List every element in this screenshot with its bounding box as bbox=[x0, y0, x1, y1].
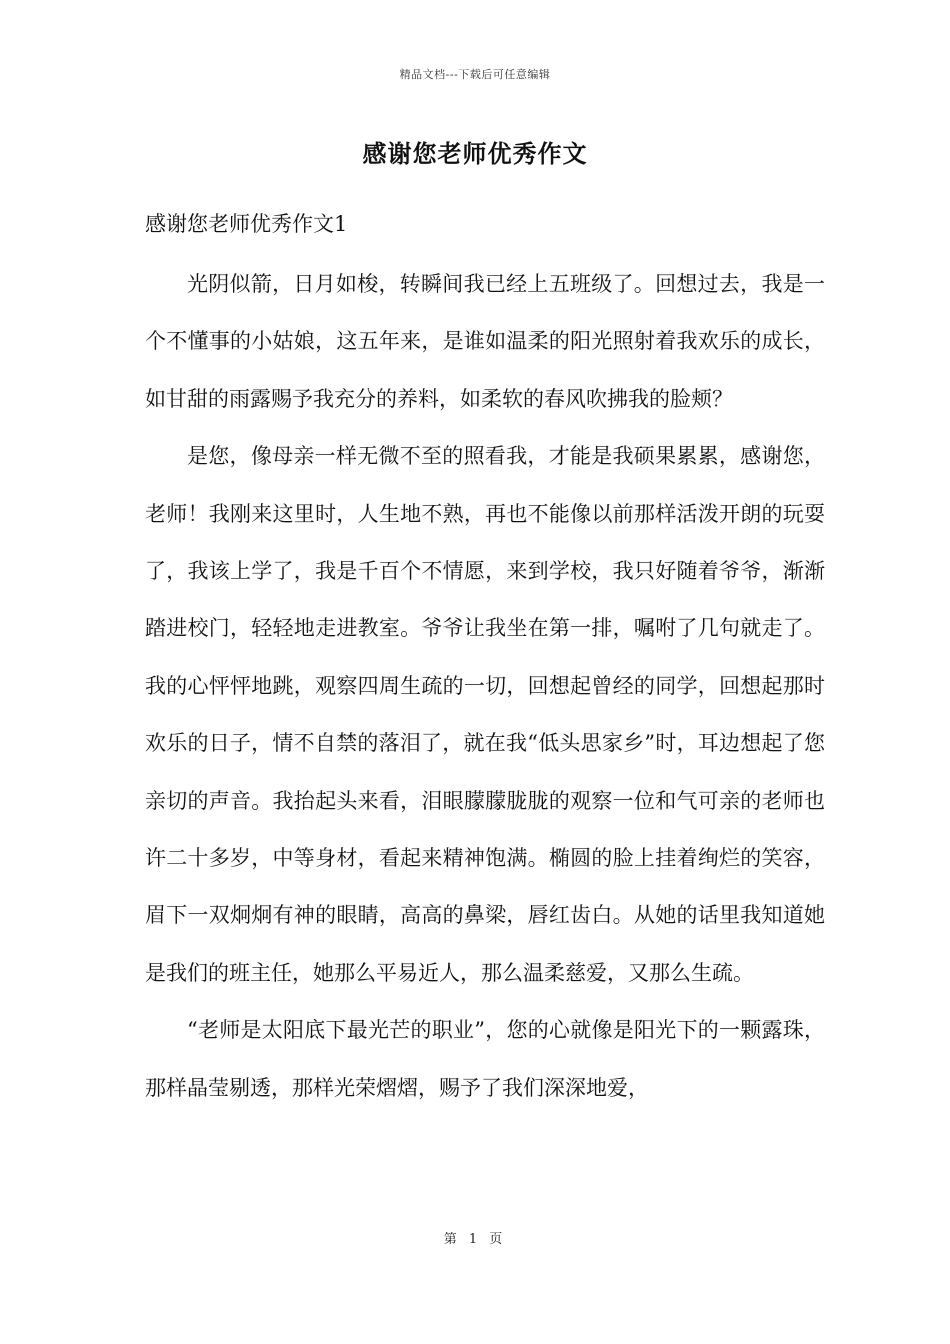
paragraph-1: 光阴似箭，日月如梭，转瞬间我已经上五班级了。回想过去，我是一个不懂事的小姑娘，这五年来，是谁如温柔的阳光照射着我欢乐的成长，如甘甜的雨露赐予我充分的养料，如柔软的春风吹拂我的脸颊？ bbox=[145, 272, 825, 411]
header-note: 精品文档---下载后可任意编辑 bbox=[399, 68, 551, 81]
paragraph-3: “老师是太阳底下最光芒的职业”，您的心就像是阳光下的一颗露珠，那样晶莹剔透，那样光荣熠熠，赐予了我们深深地爱， bbox=[145, 1018, 825, 1100]
body-text bbox=[145, 256, 825, 1117]
page-title: 感谢您老师优秀作文 bbox=[362, 139, 588, 168]
section-heading: 感谢您老师优秀作文1 bbox=[145, 212, 348, 236]
paragraph-2: 是您，像母亲一样无微不至的照看我，才能是我硕果累累，感谢您，老师！我刚来这里时，人生地不熟，再也不能像以前那样活泼开朗的玩耍了，我该上学了，我是千百个不情愿，来到学校，我只好随着爷爷，渐渐踏进校门，轻轻地走进教室。爷爷让我坐在第一排，嘱咐了几句就走了。我的心怦怦地跳，观察四周生疏的一切，回想起曾经的同学，回想起那时欢乐的日子，情不自禁的落泪了，就在我“低头思家乡”时，耳边想起了您亲切的声音。我抬起头来看，泪眼朦朦胧胧的观察一位和气可亲的老师也许二十多岁，中等身材，看起来精神饱满。椭圆的脸上挂着绚烂的笑容，眉下一双炯炯有神的眼睛，高高的鼻梁，唇红齿白。从她的话里我知道她是我们的班主任，她那么平易近人，那么温柔慈爱，又那么生疏。 bbox=[145, 444, 825, 985]
page-number: 第 1 页 bbox=[443, 1232, 507, 1247]
